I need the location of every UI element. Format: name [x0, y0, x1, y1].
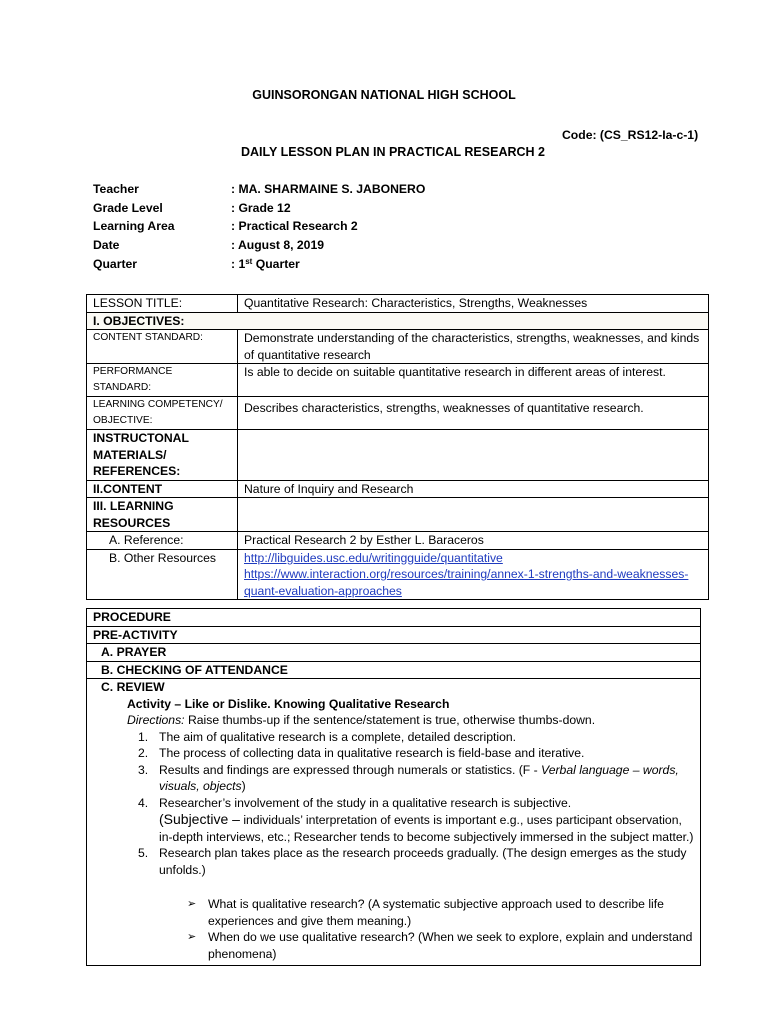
list-item: ➢ When do we use qualitative research? (When we seek to explore, explain and understand phenomena)	[187, 930, 693, 961]
activity-title: Activity – Like or Dislike. Knowing Qualitative Research	[127, 696, 450, 711]
info-teacher	[93, 182, 425, 196]
table-row	[87, 626, 701, 644]
info-value-sup: st	[245, 257, 253, 266]
pre-activity-heading: PRE-ACTIVITY	[87, 626, 701, 644]
arrow-bullet-icon: ➢	[187, 931, 197, 943]
info-grade-level	[93, 201, 291, 215]
review-heading: C. REVIEW	[101, 680, 165, 694]
objectives-heading: I. OBJECTIVES:	[87, 312, 709, 330]
table-row	[87, 679, 701, 966]
content-value: Nature of Inquiry and Research	[238, 480, 709, 498]
review-cell	[87, 679, 701, 966]
table-row	[87, 480, 709, 498]
content-standard-value: Demonstrate understanding of the characteristics, strengths, weaknesses, and kinds of quantitative research	[238, 330, 709, 364]
info-date	[93, 238, 324, 252]
content-label: II.CONTENT	[87, 480, 238, 498]
reference-label: A. Reference:	[87, 532, 238, 550]
competency-value: Describes characteristics, strengths, weaknesses of quantitative research.	[238, 397, 709, 430]
document-title: DAILY LESSON PLAN IN PRACTICAL RESEARCH 2	[241, 145, 545, 159]
performance-standard-value: Is able to decide on suitable quantitative research in different areas of interest.	[238, 364, 709, 397]
list-item: 4. Researcher’s involvement of the study in a qualitative research is subjective. (Subjective – individuals’ interpretation of events is important e.g., uses participant observation, in-depth interviews, etc.; Researcher tends to become subjectively immersed in the subject matter.)	[138, 795, 694, 844]
other-resources-label: B. Other Resources	[87, 549, 238, 600]
table-row	[87, 295, 709, 313]
info-learning-area	[93, 219, 358, 233]
resources-value	[238, 498, 709, 532]
competency-label: LEARNING COMPETENCY/ OBJECTIVE:	[87, 397, 238, 430]
materials-label: INSTRUCTONAL MATERIALS/ REFERENCES:	[87, 430, 238, 481]
table-row	[87, 330, 709, 364]
reference-value: Practical Research 2 by Esther L. Baraceros	[238, 532, 709, 550]
table-row	[87, 644, 701, 662]
list-item: 5. Research plan takes place as the research proceeds gradually. (The design emerges as the study unfolds.)	[138, 846, 687, 877]
table-row	[87, 498, 709, 532]
info-value: : MA. SHARMAINE S. JABONERO	[231, 182, 426, 196]
list-item: 2. The process of collecting data in qualitative research is field-base and iterative.	[138, 746, 585, 760]
lesson-table	[86, 294, 709, 600]
info-label: Date	[93, 238, 120, 252]
info-value: : 1	[231, 257, 246, 271]
info-value: : August 8, 2019	[231, 238, 325, 252]
content-standard-label: CONTENT STANDARD:	[87, 330, 238, 364]
table-row	[87, 549, 709, 600]
directions-label: Directions:	[127, 713, 185, 727]
lesson-title-value: Quantitative Research: Characteristics, Strengths, Weaknesses	[238, 295, 709, 313]
info-label: Quarter	[93, 257, 138, 271]
info-label: Grade Level	[93, 201, 163, 215]
attendance-item: B. CHECKING OF ATTENDANCE	[87, 661, 701, 679]
performance-standard-label: PERFORMANCE STANDARD:	[87, 364, 238, 397]
list-item: ➢ What is qualitative research? (A systematic subjective approach used to describe life experiences and give them meaning.)	[187, 897, 664, 928]
table-row	[87, 397, 709, 430]
table-row	[87, 312, 709, 330]
link-libguides[interactable]: http://libguides.usc.edu/writingguide/quantitative	[244, 550, 503, 565]
resources-label: III. LEARNING RESOURCES	[87, 498, 238, 532]
procedure-table	[86, 608, 701, 966]
prayer-item: A. PRAYER	[87, 644, 701, 662]
table-row	[87, 430, 709, 481]
info-label: Teacher	[93, 182, 139, 196]
school-name: GUINSORONGAN NATIONAL HIGH SCHOOL	[252, 88, 516, 102]
table-row	[87, 364, 709, 397]
other-resources-links	[238, 549, 709, 600]
info-value: : Grade 12	[231, 201, 291, 215]
table-row	[87, 532, 709, 550]
link-interaction[interactable]: https://www.interaction.org/resources/training/annex-1-strengths-and-weaknesses-quant-evaluation-approaches	[244, 567, 689, 598]
table-row	[87, 609, 701, 627]
table-row	[87, 661, 701, 679]
info-label: Learning Area	[93, 219, 175, 233]
course-code: Code: (CS_RS12-Ia-c-1)	[562, 128, 699, 142]
info-value-rest: Quarter	[252, 257, 300, 271]
list-item: 3. Results and findings are expressed through numerals or statistics. (F - Verbal language – words, visuals, objects)	[138, 762, 679, 793]
arrow-bullet-icon: ➢	[187, 898, 197, 910]
lesson-title-label: LESSON TITLE:	[87, 295, 238, 313]
directions-text: Raise thumbs-up if the sentence/statement is true, otherwise thumbs-down.	[184, 713, 596, 727]
materials-value	[238, 430, 709, 481]
info-quarter	[93, 257, 300, 271]
info-value: : Practical Research 2	[231, 219, 358, 233]
directions	[93, 712, 694, 729]
list-item: 1. The aim of qualitative research is a complete, detailed description.	[138, 729, 517, 744]
procedure-heading: PROCEDURE	[87, 609, 701, 627]
